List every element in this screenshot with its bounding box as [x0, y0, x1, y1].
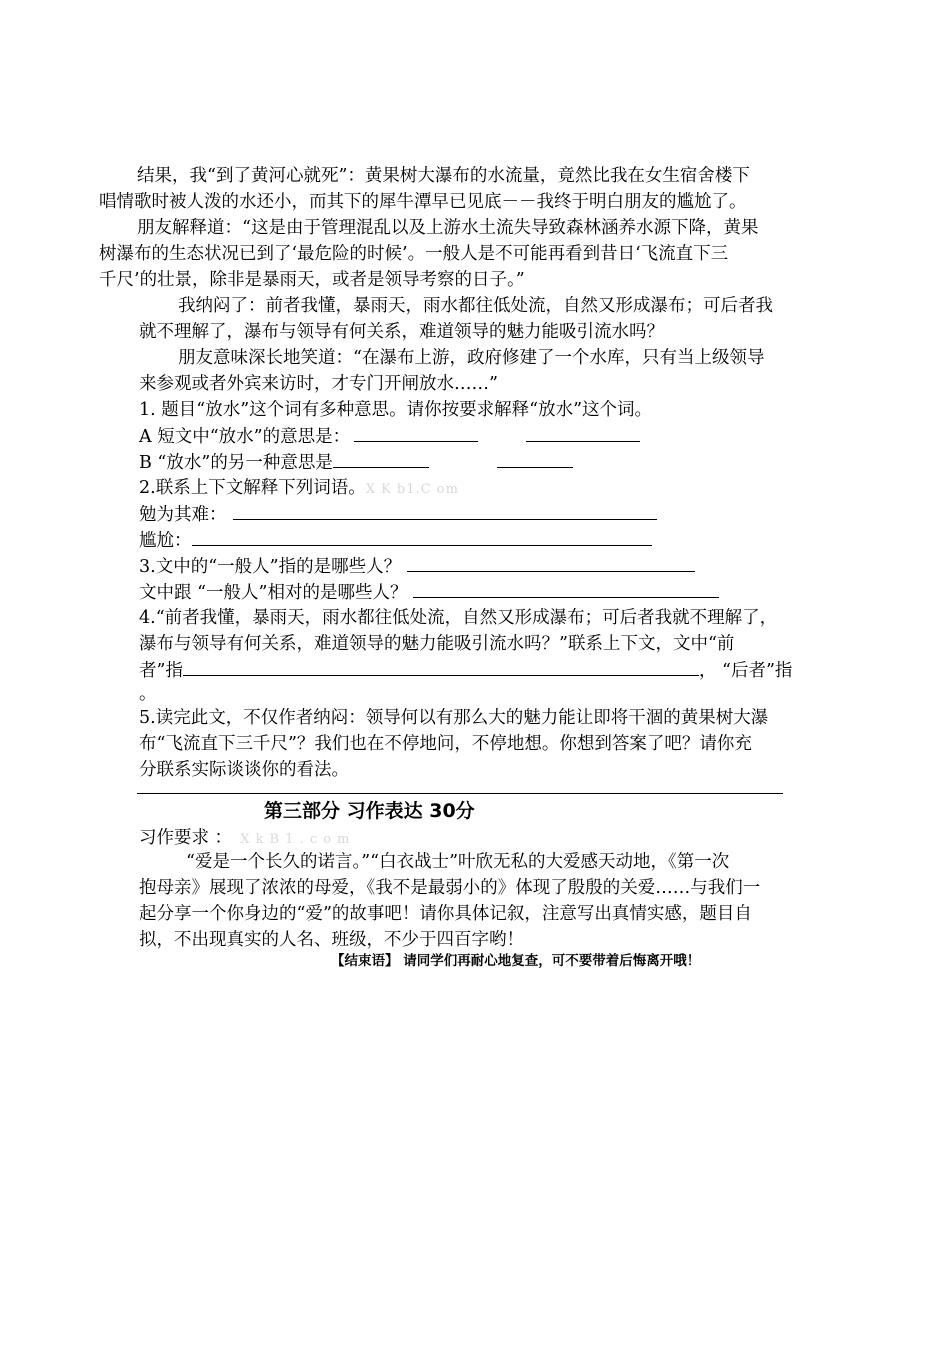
answer-blank-1a-1[interactable] — [354, 423, 478, 442]
question-4-latter-label: ， “后者”指 — [698, 661, 793, 681]
question-3b-label: 文中跟 “一般人”相对的是哪些人？ — [139, 583, 408, 603]
question-2a-label: 勉为其难： — [139, 505, 227, 525]
question-3a-label: 3.文中的“一般人”指的是哪些人？ — [139, 557, 402, 577]
question-4-end: 。 — [139, 684, 157, 704]
answer-blank-2a[interactable] — [233, 501, 657, 520]
question-2b — [139, 527, 652, 554]
answer-blank-1b-2[interactable] — [497, 449, 573, 468]
answer-line-5[interactable] — [137, 793, 783, 794]
writing-prompt-line: 起分享一个你身边的“爱”的故事吧！请你具体记叙，注意写出真情实感，题目自 — [139, 904, 752, 924]
watermark-text: X K b1.C om — [365, 482, 459, 497]
question-3b — [139, 579, 719, 606]
passage-line: 来参观或者外宾来访时，才专门开闸放水……” — [139, 374, 498, 394]
passage-line: 树瀑布的生态状况已到了‘最危险的时候’。一般人是不可能再看到昔日‘飞流直下三 — [99, 244, 729, 264]
passage-line: 朋友解释道：“这是由于管理混乱以及上游水土流失导致森林涵养水源下降，黄果 — [137, 218, 759, 238]
question-5: 5.读完此文，不仅作者纳闷：领导何以有那么大的魅力能让即将干涸的黄果树大瀑 — [139, 708, 769, 728]
question-4-line — [139, 657, 792, 684]
writing-prompt-line: 抱母亲》展现了浓浓的母爱，《我不是最弱小的》体现了殷殷的关爱……与我们一 — [139, 878, 761, 898]
question-2-label: 2.联系上下文解释下列词语。 — [139, 478, 366, 498]
question-5-line: 布“飞流直下三千尺”？我们也在不停地问，不停地想。你想到答案了吧？请你充 — [139, 734, 752, 754]
passage-line: 我纳闷了：前者我懂，暴雨天，雨水都往低处流，自然又形成瀑布；可后者我 — [178, 296, 773, 316]
passage-line: 唱情歌时被人泼的水还小，而其下的犀牛潭早已见底－－我终于明白朋友的尴尬了。 — [99, 192, 747, 212]
question-2a — [139, 501, 657, 528]
question-4-line: 瀑布与领导有何关系，难道领导的魅力能吸引流水吗？”联系上下文，文中“前 — [139, 634, 735, 654]
section-3-heading: 第三部分 习作表达 30分 — [264, 800, 475, 822]
closing-note: 【结束语】 请同学们再耐心地复查，可不要带着后悔离开哦！ — [331, 953, 701, 969]
answer-blank-4-former[interactable] — [183, 657, 699, 676]
question-4-former-label: 者”指 — [139, 661, 183, 681]
question-5-line: 分联系实际谈谈你的看法。 — [139, 760, 349, 780]
passage-line: 千尺’的壮景，除非是暴雨天，或者是领导考察的日子。” — [99, 270, 525, 290]
writing-prompt-line: “爱是一个长久的诺言。”“白衣战士”叶欣无私的大爱感天动地，《第一次 — [186, 852, 730, 872]
answer-blank-1a-2[interactable] — [526, 423, 640, 442]
watermark-text: X k B 1 . c o m — [240, 832, 351, 847]
answer-blank-1b-1[interactable] — [333, 449, 429, 468]
question-1a-label: A 短文中“放水”的意思是： — [139, 427, 351, 447]
question-4: 4.“前者我懂，暴雨天，雨水都往低处流，自然又形成瀑布；可后者我就不理解了， — [139, 608, 778, 628]
question-1b-label: B “放水”的另一种意思是 — [139, 453, 333, 473]
question-1b — [139, 449, 573, 476]
answer-blank-2b[interactable] — [192, 527, 652, 546]
answer-blank-3b[interactable] — [413, 579, 719, 598]
question-1a — [139, 423, 640, 450]
answer-blank-3a[interactable] — [407, 553, 695, 572]
passage-line: 就不理解了，瀑布与领导有何关系，难道领导的魅力能吸引流水吗？ — [139, 322, 664, 342]
passage-line: 朋友意味深长地笑道：“在瀑布上游，政府修建了一个水库，只有当上级领导 — [178, 348, 765, 368]
passage-line: 结果，我“到了黄河心就死”：黄果树大瀑布的水流量，竟然比我在女生宿舍楼下 — [137, 166, 750, 186]
question-2b-label: 尴尬： — [139, 531, 192, 551]
writing-prompt-line: 拟，不出现真实的人名、班级，不少于四百字哟！ — [139, 930, 524, 950]
question-2 — [139, 475, 459, 503]
writing-requirement-label: 习作要求 ： — [139, 828, 233, 848]
question-3a — [139, 553, 695, 580]
question-1: 1. 题目“放水”这个词有多种意思。请你按要求解释“放水”这个词。 — [139, 400, 653, 420]
